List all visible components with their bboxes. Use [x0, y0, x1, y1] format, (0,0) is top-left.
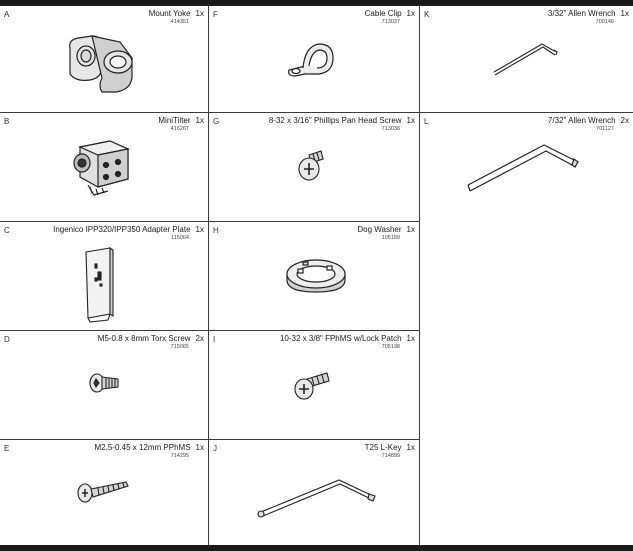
- part-name: M2.5-0.45 x 12mm PPhMS 1x: [94, 443, 204, 452]
- part-cell-g: [209, 113, 419, 221]
- part-name: 10-32 x 3/8" FPhMS w/Lock Patch 1x: [279, 334, 415, 343]
- adapter-plate-icon: [80, 244, 120, 324]
- part-letter: C: [4, 226, 10, 235]
- part-number: 701127: [596, 126, 614, 132]
- part-name: Cable Clip 1x: [364, 9, 415, 18]
- part-number: 115064: [171, 235, 189, 241]
- part-number: 713037: [381, 19, 400, 25]
- part-name: 8-32 x 3/16" Phillips Pan Head Screw 1x: [268, 116, 415, 125]
- large-allen-wrench-icon: [464, 141, 582, 195]
- part-name: Mount Yoke 1x: [148, 9, 204, 18]
- part-cell-d: [0, 331, 208, 439]
- part-letter: L: [424, 117, 429, 126]
- small-allen-wrench-icon: [490, 40, 562, 78]
- part-number: 715065: [170, 344, 189, 350]
- part-cell-h: [209, 222, 419, 330]
- part-cell-b: [0, 113, 208, 221]
- part-name: 7/32" Allen Wrench 2x: [547, 116, 629, 125]
- part-cell-a: [0, 6, 208, 112]
- part-cell-k: [420, 6, 633, 112]
- pan-head-screw-icon: [297, 149, 327, 183]
- part-number: 700146: [595, 19, 614, 25]
- torx-screw-icon: [88, 369, 122, 395]
- part-name: Dog Washer 1x: [357, 225, 415, 234]
- flat-head-screw-icon: [293, 367, 333, 401]
- part-number: 705198: [381, 344, 400, 350]
- dog-washer-icon: [283, 252, 349, 296]
- part-letter: J: [213, 444, 217, 453]
- part-name: M5-0.8 x 8mm Torx Screw 2x: [97, 334, 204, 343]
- part-number: 416267: [170, 126, 189, 132]
- part-letter: H: [213, 226, 219, 235]
- part-cell-l: [420, 113, 633, 545]
- part-letter: K: [424, 10, 430, 19]
- part-number: 713038: [381, 126, 400, 132]
- part-name: MiniTilter 1x: [158, 116, 204, 125]
- part-number: 714899: [381, 453, 400, 459]
- part-letter: D: [4, 335, 10, 344]
- part-letter: B: [4, 117, 10, 126]
- part-cell-j: [209, 440, 419, 545]
- mount-yoke-icon: [62, 26, 144, 96]
- part-letter: I: [213, 335, 216, 344]
- part-letter: F: [213, 10, 218, 19]
- minitilter-icon: [68, 133, 138, 199]
- l-key-icon: [255, 470, 379, 520]
- part-number: 105189: [381, 235, 400, 241]
- part-name: T25 L-Key 1x: [364, 443, 415, 452]
- phillips-machine-screw-icon: [76, 476, 132, 506]
- part-name: 3/32" Allen Wrench 1x: [547, 9, 629, 18]
- bottom-border: [0, 545, 633, 551]
- part-cell-f: [209, 6, 419, 112]
- part-letter: E: [4, 444, 10, 453]
- part-number: 714295: [170, 453, 189, 459]
- cable-clip-icon: [285, 38, 337, 80]
- part-number: 414351: [170, 19, 189, 25]
- part-letter: A: [4, 10, 10, 19]
- part-cell-e: [0, 440, 208, 545]
- part-name: Ingenico IPP320/IPP350 Adapter Plate 1x: [53, 225, 204, 234]
- part-letter: G: [213, 117, 220, 126]
- part-cell-c: [0, 222, 208, 330]
- part-cell-i: [209, 331, 419, 439]
